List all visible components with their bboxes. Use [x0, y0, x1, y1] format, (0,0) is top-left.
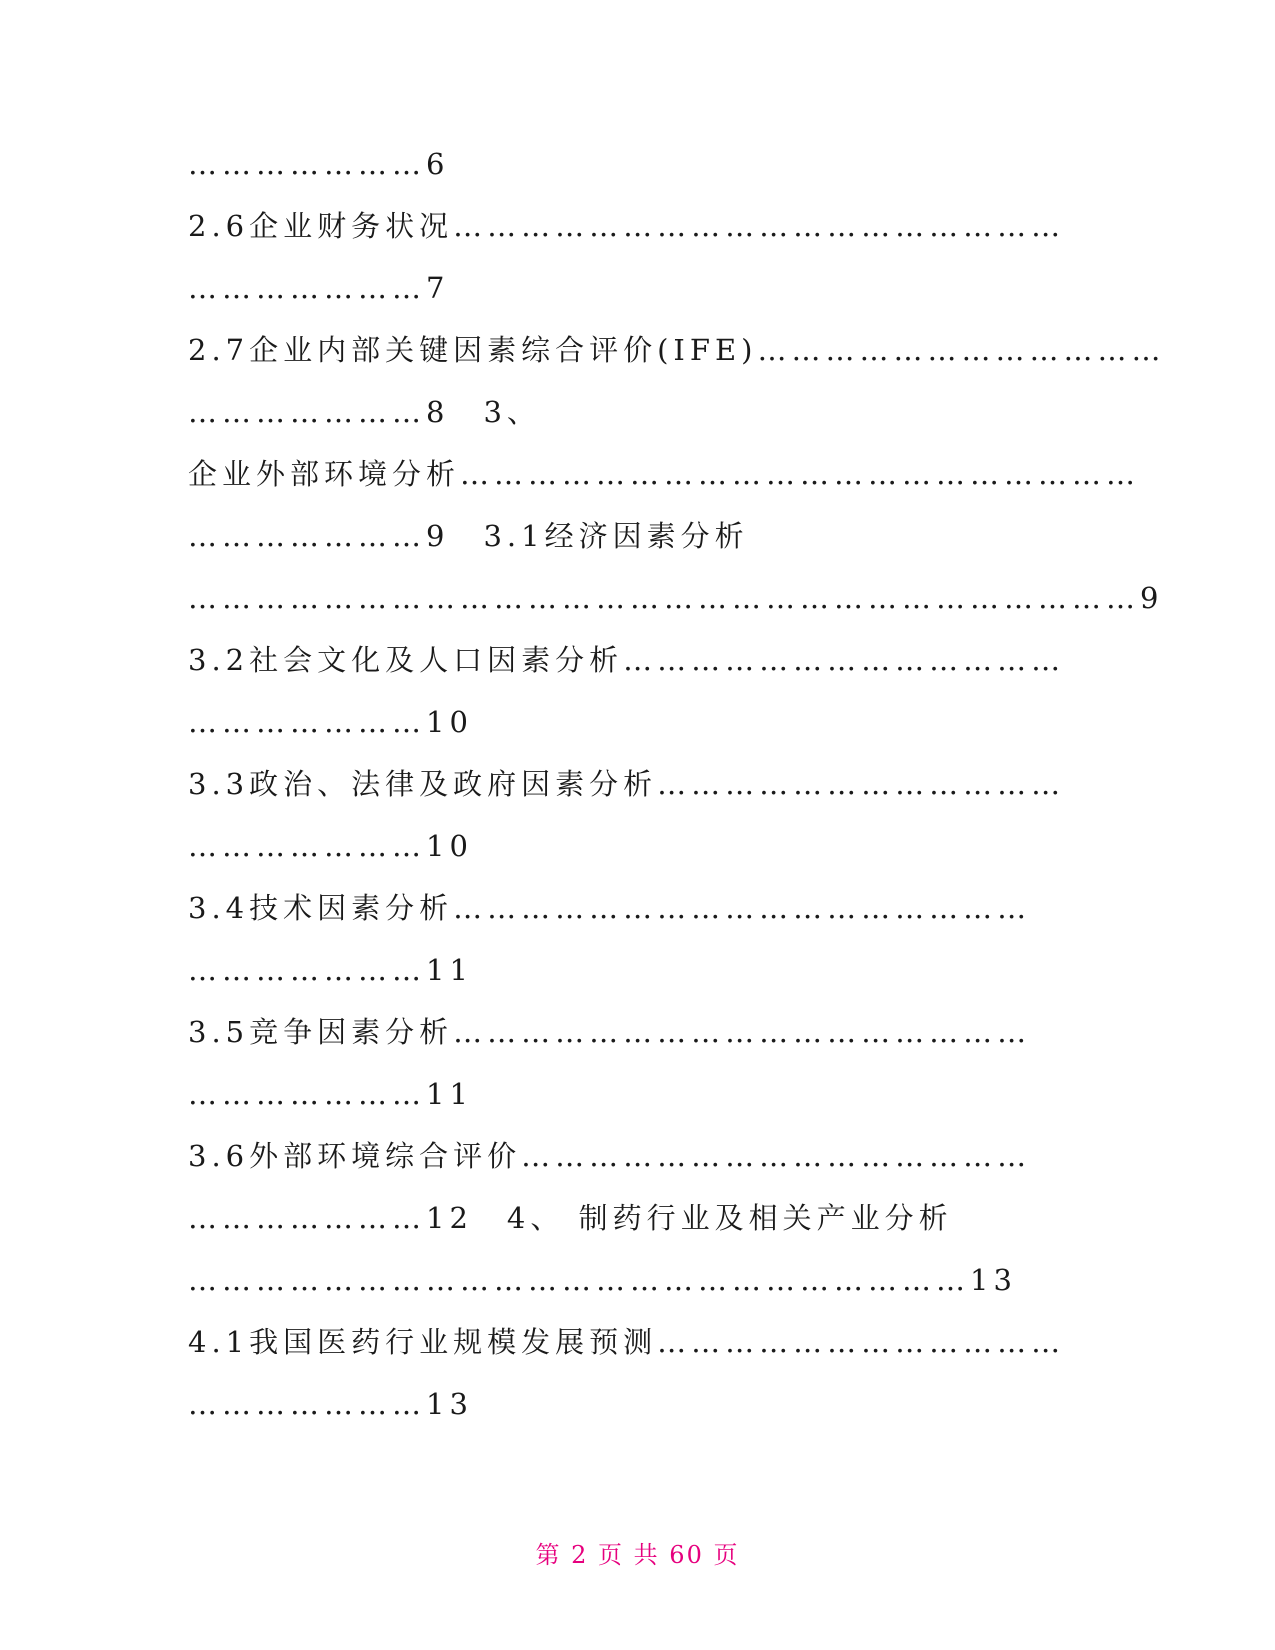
toc-line: 企业外部环境分析……………………………………………………	[188, 457, 1141, 491]
toc-line: 3.5竞争因素分析……………………………………………	[188, 1015, 1032, 1049]
toc-line: 3.6外部环境综合评价………………………………………	[188, 1139, 1032, 1173]
toc-line: 3.2社会文化及人口因素分析…………………………………	[188, 643, 1066, 677]
toc-line: 2.7企业内部关键因素综合评价(IFE)………………………………	[188, 333, 1166, 367]
toc-line: …………………9 3.1经济因素分析	[188, 519, 749, 553]
toc-line: …………………………………………………………………………9	[188, 581, 1164, 615]
toc-line: …………………12 4、 制药行业及相关产业分析	[188, 1201, 953, 1235]
toc-line: …………………10	[188, 829, 473, 863]
toc-line: …………………8 3、	[188, 395, 541, 429]
toc-line: …………………7	[188, 271, 450, 305]
toc-line: 2.6企业财务状况………………………………………………	[188, 209, 1066, 243]
toc-line: …………………13	[188, 1387, 473, 1421]
toc-line: …………………10	[188, 705, 473, 739]
toc-line: …………………6	[188, 147, 450, 181]
toc-line: 3.4技术因素分析……………………………………………	[188, 891, 1032, 925]
toc-line: 4.1我国医药行业规模发展预测………………………………	[188, 1325, 1066, 1359]
toc-line: 3.3政治、法律及政府因素分析………………………………	[188, 767, 1066, 801]
toc-line: …………………11	[188, 953, 473, 987]
toc-line: …………………11	[188, 1077, 473, 1111]
page-footer: 第 2 页 共 60 页	[535, 1541, 740, 1569]
toc-line: ……………………………………………………………13	[188, 1263, 1017, 1297]
